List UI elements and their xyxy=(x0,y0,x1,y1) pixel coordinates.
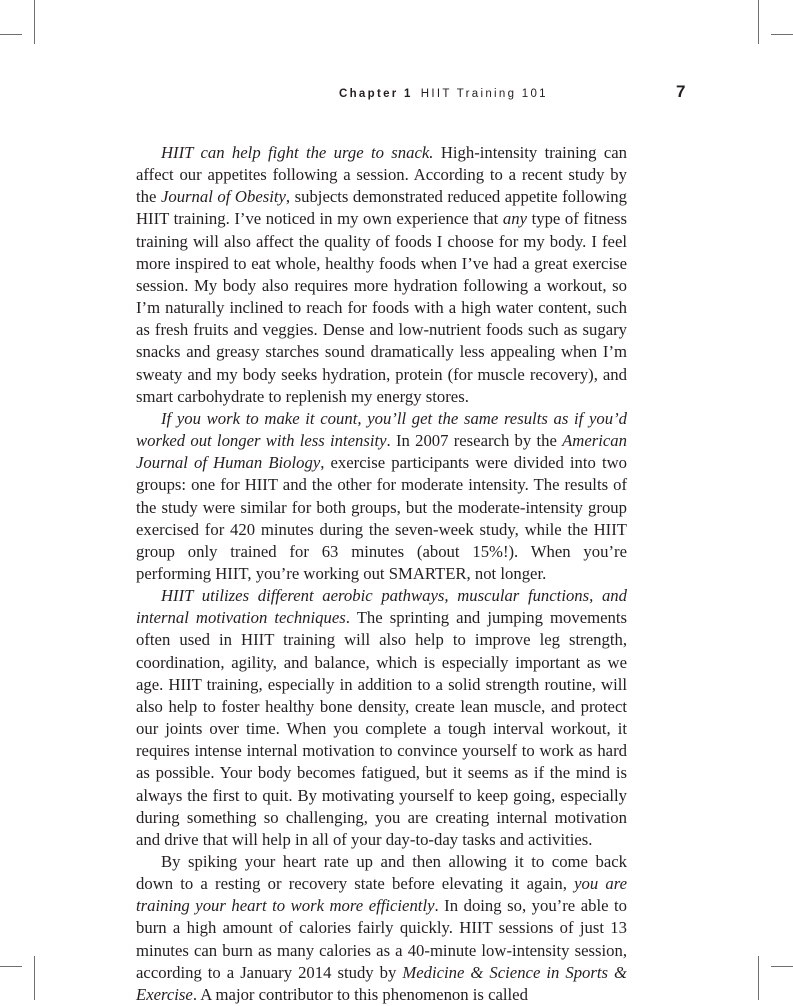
crop-mark-top-right-vertical xyxy=(758,0,759,44)
text-run: . In 2007 research by the xyxy=(386,431,563,451)
crop-mark-bottom-right-horizontal xyxy=(771,966,793,967)
paragraph-lead: If you work to make it count, you’ll get the same results as if you’d worked out longer with less intensity xyxy=(136,408,627,451)
paragraph xyxy=(136,142,627,408)
italic-text: Journal of Obesity xyxy=(160,187,286,207)
text-run: . A major contributor to this phenomenon is called xyxy=(192,984,528,1004)
text-run: . The sprinting and jumping movements often used in HIIT training will also help to improve leg strength, coordination, agility, and balance, which is especially important as we age. HIIT training, especially in addition to a solid strength routine, will also help to foster healthy bone density, create lean muscle, and protect our joints over time. When you complete a tough interval workout, it requires intense internal motivation to convince yourself to work as hard as possible. Your body becomes fatigued, but it seems as if the mind is always the first to quit. By motivating yourself to keep going, especially during something so challenging, you are creating internal motivation and drive that will help in all of your day-to-day tasks and activities. xyxy=(136,608,627,849)
crop-mark-bottom-left-horizontal xyxy=(0,966,22,967)
text-run: . In doing so, you’re able to burn a high amount of calories fairly quickly. HIIT sessions of just 13 minutes can burn as many calories as a 40-minute low-intensity session, according to a January 2014 study by xyxy=(136,896,627,982)
page-number: 7 xyxy=(676,82,686,101)
text-run: type of fitness training will also affect the quality of foods I choose for my body. I feel more inspired to eat whole, healthy foods when I’ve had a great exercise session. My body also requires more hydration following a workout, so I’m naturally inclined to reach for foods with a high water content, such as fresh fruits and veggies. Dense and low-nutrient foods such as sugary snacks and greasy starches sound dramatically less appealing when I’m sweaty and my body seeks hydration, protein (for muscle recovery), and smart carbohydrate to replenish my energy stores. xyxy=(136,209,627,406)
text-run: , exercise participants were divided into two groups: one for HIIT and the other for moderate intensity. The results of the study were similar for both groups, but the moderate-intensity group exercised for 420 minutes during the seven-week study, while the HIIT group only trained for 63 minutes (about 15%!). When you’re performing HIIT, you’re working out SMARTER, not longer. xyxy=(136,453,627,583)
paragraph-lead: HIIT can help fight the urge to snack. xyxy=(161,143,434,162)
text-run: , subjects demonstrated reduced appetite following HIIT training. I’ve noticed in my own experience that xyxy=(136,187,627,229)
crop-mark-bottom-left-vertical xyxy=(34,956,35,1000)
chapter-label: Chapter 1 xyxy=(339,88,413,100)
italic-text: any xyxy=(502,209,527,229)
crop-mark-top-left-horizontal xyxy=(0,34,22,35)
chapter-title: HIIT Training 101 xyxy=(420,88,548,100)
paragraph xyxy=(136,585,627,851)
italic-text: Medicine & Science in Sports & Exercise xyxy=(136,962,627,1004)
text-run: By spiking your heart rate up and then allowing it to come back down to a resting or recovery state before elevating it again, xyxy=(136,852,627,894)
crop-mark-top-left-vertical xyxy=(34,0,35,44)
paragraph-lead: HIIT utilizes different aerobic pathways, muscular functions, and internal motivation techniques xyxy=(136,586,627,628)
paragraph xyxy=(136,851,627,1006)
crop-mark-bottom-right-vertical xyxy=(758,956,759,1000)
italic-text: you are training your heart to work more efficiently xyxy=(136,874,627,916)
text-run: High-intensity training can affect our appetites following a session. According to a recent study by the xyxy=(136,143,627,207)
italic-text: American Journal of Human Biology xyxy=(136,431,627,473)
paragraph xyxy=(136,408,627,585)
body-text xyxy=(136,142,627,1006)
running-head xyxy=(339,88,548,100)
crop-mark-top-right-horizontal xyxy=(771,34,793,35)
